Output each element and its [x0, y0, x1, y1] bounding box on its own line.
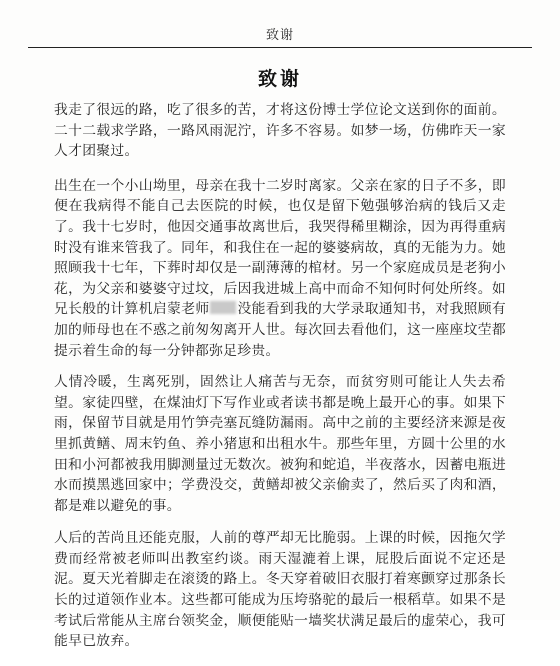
paragraph [54, 528, 506, 652]
paragraph-text: 出生在一个小山坳里，母亲在我十二岁时离家。父亲在家的日子不多，即便在我病得不能自己去医院的时候，也仅是留下勉强够治病的钱后又走了。我十七岁时，他因交通事故离世后，我哭得稀里糊涂，因为再得重病时没有谁来管我了。同年，和我住在一起的婆婆病故，真的无能为力。她照顾我十七年，下葬时却仅是一副薄薄的棺材。另一个家庭成员是老狗小花，为父亲和婆婆守过坟，后因我进城上高中而命不知何时何处所终。如兄长般的计算机启蒙老师 [54, 177, 506, 318]
paragraph-text: 人后的苦尚且还能克服，人前的尊严却无比脆弱。上课的时候，因拖欠学费而经常被老师叫出教室约谈。雨天湿漉着上课，屁股后面说不定还是泥。夏天光着脚走在滚烫的路上。冬天穿着破旧衣服打着寒颤穿过那条长长的过道领作业本。这些都可能成为压垮骆驼的最后一根稻草。如果不是考试后常能从主席台领奖金，顺便能贴一墙奖状满足最后的虚荣心，我可能早已放弃。 [54, 530, 506, 650]
paragraph [54, 100, 506, 162]
header-rule [28, 47, 532, 48]
chapter-title: 致谢 [257, 68, 302, 90]
running-header: 致谢 [265, 28, 294, 43]
paragraph [54, 176, 506, 361]
paragraph-text: 人情冷暖，生离死别，固然让人痛苦与无奈，而贫穷则可能让人失去希望。家徒四壁，在煤油灯下写作业或者读书都是晚上最开心的事。如果下雨，保留节目就是用竹笋壳塞瓦缝防漏雨。高中之前的主要经济来源是夜里抓黄鳝、周末钓鱼、养小猪崽和出租水牛。那些年里，方圆十公里的水田和小河都被我用脚测量过无数次。被狗和蛇追，半夜落水，因蓄电瓶进水而摸黑逃回家中；学费没交，黄鳝却被父亲偷卖了，然后买了肉和酒，都是难以避免的事。 [54, 374, 506, 514]
body-text [54, 100, 506, 666]
paragraph-text: 我走了很远的路，吃了很多的苦，才将这份博士学位论文送到你的面前。二十二载求学路，一路风雨泥泞，许多不容易。如梦一场，仿佛昨天一家人才团聚过。 [54, 102, 506, 160]
redacted-name [210, 301, 236, 314]
paragraph-text: 没能看到我的大学录取通知书，对我照顾有加的师母也在不惑之前匆匆离开人世。每次回去看他们，这一座座坟茔都提示着生命的每一分钟都弥足珍贵。 [54, 301, 506, 359]
paragraph [54, 372, 506, 516]
